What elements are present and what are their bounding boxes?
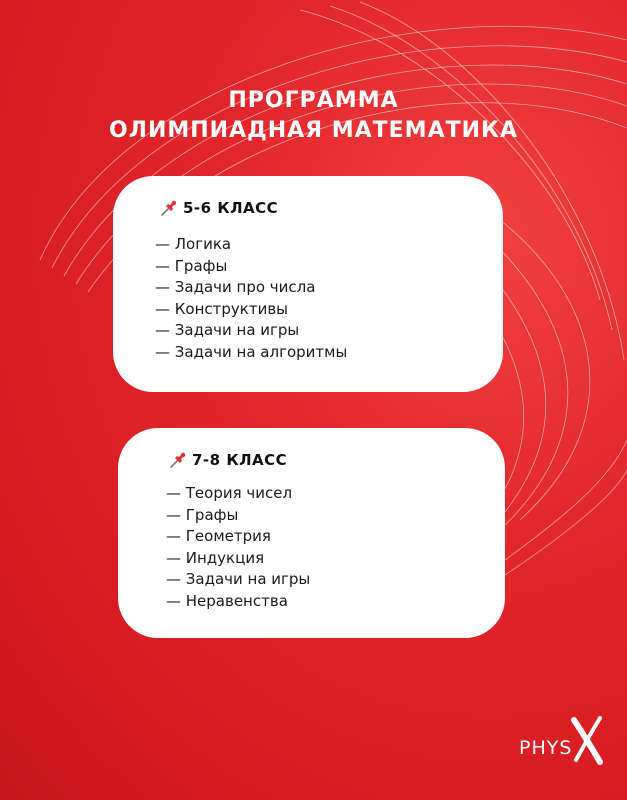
list-item: — Графы <box>166 505 239 524</box>
card-header <box>168 450 287 470</box>
list-item: — Теория чисел <box>166 484 293 502</box>
list-item: — Задачи на игры <box>166 570 311 588</box>
card-heading: 7-8 КЛАСС <box>192 451 288 469</box>
card-header <box>159 198 278 218</box>
topic-list <box>155 234 347 363</box>
physx-logo <box>519 716 604 766</box>
grade-5-6-card <box>113 176 503 392</box>
x-logo-mark <box>570 716 604 766</box>
list-item: — Геометрия <box>166 527 271 545</box>
card-heading: 5-6 КЛАСС <box>183 199 279 217</box>
logo-text: PHYS <box>519 737 573 759</box>
list-item: — Логика <box>155 235 232 253</box>
topic-list <box>166 483 310 612</box>
list-item: — Конструктивы <box>155 299 289 318</box>
grade-7-8-card <box>118 428 505 638</box>
list-item: — Графы <box>155 256 228 275</box>
pushpin-icon <box>159 198 179 218</box>
page-title-line-1: ПРОГРАММА <box>228 88 399 113</box>
list-item: — Индукция <box>166 548 265 567</box>
list-item: — Задачи на алгоритмы <box>155 342 348 361</box>
page-title-line-2: ОЛИМПИАДНАЯ МАТЕМАТИКА <box>108 118 519 143</box>
list-item: — Неравенства <box>166 591 288 610</box>
list-item: — Задачи про числа <box>155 278 316 296</box>
pushpin-icon <box>168 450 188 470</box>
list-item: — Задачи на игры <box>155 321 300 339</box>
